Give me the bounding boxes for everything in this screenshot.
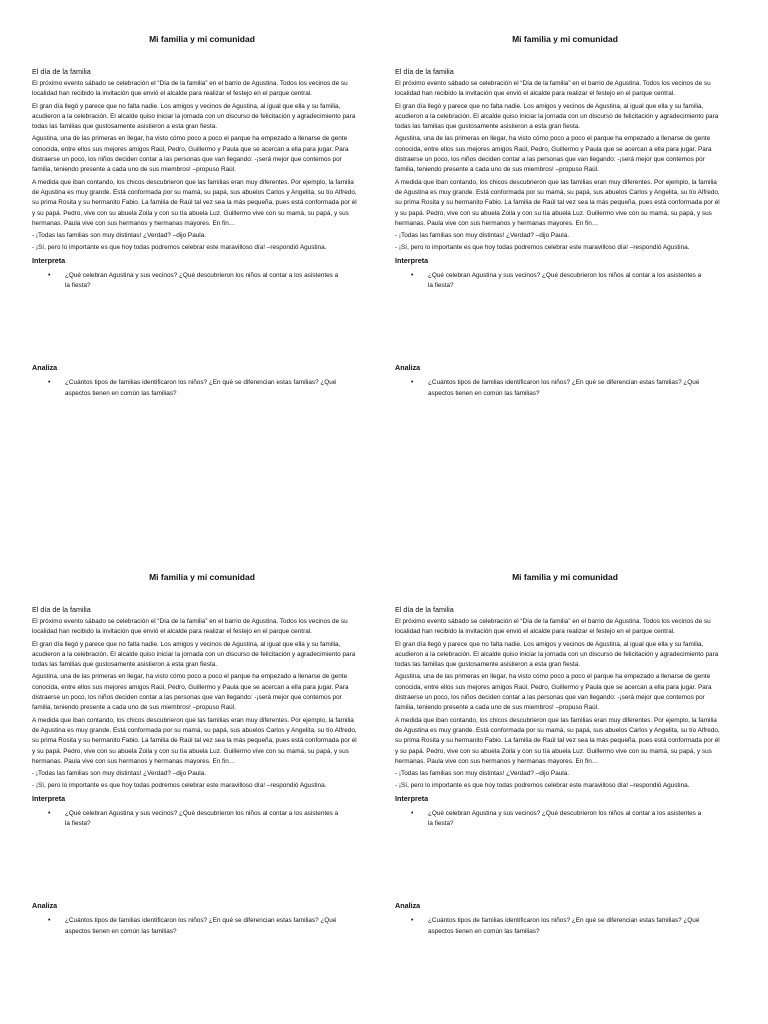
reading-paragraph: El gran día llegó y parece que no falta nadie. Los amigos y vecinos de Agustina, al igual que ella y su familia, acudieron a la celebración. El alcalde quiso iniciar la jornada con un discurso de felicitación y agradecimiento para todas las familias que gustosamente asistieron a esta gran fiesta. bbox=[395, 640, 719, 669]
answer-space bbox=[32, 829, 360, 901]
answer-space bbox=[395, 291, 723, 363]
analiza-heading: Analiza bbox=[32, 901, 58, 911]
analiza-list bbox=[32, 916, 360, 937]
interpreta-list bbox=[395, 271, 723, 292]
reading-subtitle: El día de la familia bbox=[32, 605, 91, 614]
analiza-list bbox=[395, 916, 723, 937]
question-text: ¿Cuántos tipos de familias identificaron los niños? ¿En qué se diferencian estas familias? ¿Qué aspectos tienen en común las familias? bbox=[428, 379, 700, 397]
analiza-list bbox=[395, 378, 723, 399]
dialogue-line: - ¡Sí, pero lo importante es que hoy todas podremos celebrar este maravilloso día! –respondió Agustina. bbox=[32, 782, 327, 790]
reading-paragraph: Agustina, una de las primeras en llegar, ha visto cómo poco a poco el parque ha empezado a llenarse de gente conocida, entre ellos sus mejores amigos Raúl, Pedro, Guillermo y Paula que se acercan a ella para jugar. Para distraerse un poco, los niños deciden contar a las personas que van llegando: -¡será mejor que contemos por familia, teniendo presente a cada uno de sus miembros! –propuso Raúl. bbox=[395, 673, 712, 712]
worksheet-card bbox=[395, 34, 723, 399]
question-text: ¿Cuántos tipos de familias identificaron los niños? ¿En qué se diferencian estas familias? ¿Qué aspectos tienen en común las familias? bbox=[428, 917, 700, 935]
interpreta-list bbox=[395, 809, 723, 830]
analiza-question bbox=[32, 378, 360, 399]
analiza-heading: Analiza bbox=[395, 901, 421, 911]
reading-paragraph: Agustina, una de las primeras en llegar, ha visto cómo poco a poco el parque ha empezado a llenarse de gente conocida, entre ellos sus mejores amigos Raúl, Pedro, Guillermo y Paula que se acercan a ella para jugar. Para distraerse un poco, los niños deciden contar a las personas que van llegando: -¡será mejor que contemos por familia, teniendo presente a cada uno de sus miembros! –propuso Raúl. bbox=[32, 135, 349, 174]
question-text: ¿Qué celebran Agustina y sus vecinos? ¿Qué descubrieron los niños al contar a los asistentes a la fiesta? bbox=[428, 271, 702, 290]
worksheet-card bbox=[32, 34, 360, 399]
interpreta-heading: Interpreta bbox=[32, 793, 66, 803]
bullet-icon: • bbox=[48, 809, 51, 817]
reading-paragraph: A medida que iban contando, los chicos descubrieron que las familias eran muy diferentes. Por ejemplo, la familia de Agustina es muy grande. Está conformada por su mamá, su papá, sus abuelos Carlos y Angelita, su tío Alfredo, su prima Rosita y su hermanito Fabio. La familia de Raúl tal vez sea la más pequeña, pues está conformada por él y su papá. Pedro, vive con su abuela Zoila y con su tía abuela Luz. Guillermo vive con su mamá, su papá, y sus hermanas. Paula vive con sus hermanos y hermanas mayores. En fin… bbox=[395, 178, 720, 227]
bullet-icon: • bbox=[48, 917, 51, 925]
interpreta-heading: Interpreta bbox=[395, 255, 429, 265]
answer-space bbox=[32, 291, 360, 363]
reading-paragraph: A medida que iban contando, los chicos descubrieron que las familias eran muy diferentes. Por ejemplo, la familia de Agustina es muy grande. Está conformada por su mamá, su papá, sus abuelos Carlos y Angelita, su tío Alfredo, su prima Rosita y su hermanito Fabio. La familia de Raúl tal vez sea la más pequeña, pues está conformada por él y su papá. Pedro, vive con su abuela Zoila y con su tía abuela Luz. Guillermo vive con su mamá, su papá, y sus hermanas. Paula vive con sus hermanos y hermanas mayores. En fin… bbox=[395, 716, 720, 765]
reading-paragraph: El próximo evento sábado se celebración el “Día de la familia” en el barrio de Agustina. Todos los vecinos de su localidad han recibido la invitación que envió el alcalde para realizar el festejo en el parque central. bbox=[32, 618, 348, 636]
dialogue-line: - ¡Sí, pero lo importante es que hoy todas podremos celebrar este maravilloso día! –respondió Agustina. bbox=[32, 244, 327, 252]
analiza-question bbox=[395, 916, 723, 937]
reading-subtitle: El día de la familia bbox=[32, 67, 91, 76]
dialogue-line: - ¡Todas las familias son muy distintas! ¿Verdad? –dijo Paula. bbox=[395, 770, 570, 778]
reading-paragraph: El próximo evento sábado se celebración el “Día de la familia” en el barrio de Agustina. Todos los vecinos de su localidad han recibido la invitación que envió el alcalde para realizar el festejo en el parque central. bbox=[32, 80, 348, 98]
bullet-icon: • bbox=[411, 809, 414, 817]
interpreta-question bbox=[395, 271, 723, 292]
analiza-list bbox=[32, 378, 360, 399]
interpreta-question bbox=[395, 809, 723, 830]
bullet-icon: • bbox=[48, 271, 51, 279]
reading-paragraph: El próximo evento sábado se celebración el “Día de la familia” en el barrio de Agustina. Todos los vecinos de su localidad han recibido la invitación que envió el alcalde para realizar el festejo en el parque central. bbox=[395, 80, 711, 98]
answer-space bbox=[395, 829, 723, 901]
dialogue-line: - ¡Todas las familias son muy distintas! ¿Verdad? –dijo Paula. bbox=[32, 770, 207, 778]
question-text: ¿Qué celebran Agustina y sus vecinos? ¿Qué descubrieron los niños al contar a los asistentes a la fiesta? bbox=[65, 809, 339, 828]
reading-paragraph: A medida que iban contando, los chicos descubrieron que las familias eran muy diferentes. Por ejemplo, la familia de Agustina es muy grande. Está conformada por su mamá, su papá, sus abuelos Carlos y Angelita, su tío Alfredo, su prima Rosita y su hermanito Fabio. La familia de Raúl tal vez sea la más pequeña, pues está conformada por él y su papá. Pedro, vive con su abuela Zoila y con su tía abuela Luz. Guillermo vive con su mamá, su papá, y sus hermanas. Paula vive con sus hermanos y hermanas mayores. En fin… bbox=[32, 178, 357, 227]
reading-paragraph: A medida que iban contando, los chicos descubrieron que las familias eran muy diferentes. Por ejemplo, la familia de Agustina es muy grande. Está conformada por su mamá, su papá, sus abuelos Carlos y Angelita, su tío Alfredo, su prima Rosita y su hermanito Fabio. La familia de Raúl tal vez sea la más pequeña, pues está conformada por él y su papá. Pedro, vive con su abuela Zoila y con su tía abuela Luz. Guillermo vive con su mamá, su papá, y sus hermanas. Paula vive con sus hermanos y hermanas mayores. En fin… bbox=[32, 716, 357, 765]
reading-subtitle: El día de la familia bbox=[395, 605, 454, 614]
reading-paragraph: Agustina, una de las primeras en llegar, ha visto cómo poco a poco el parque ha empezado a llenarse de gente conocida, entre ellos sus mejores amigos Raúl, Pedro, Guillermo y Paula que se acercan a ella para jugar. Para distraerse un poco, los niños deciden contar a las personas que van llegando: -¡será mejor que contemos por familia, teniendo presente a cada uno de sus miembros! –propuso Raúl. bbox=[395, 135, 712, 174]
interpreta-list bbox=[32, 271, 360, 292]
interpreta-heading: Interpreta bbox=[32, 255, 66, 265]
bullet-icon: • bbox=[48, 379, 51, 387]
reading-subtitle: El día de la familia bbox=[395, 67, 454, 76]
analiza-question bbox=[32, 916, 360, 937]
bullet-icon: • bbox=[411, 271, 414, 279]
worksheet-title: Mi familia y mi comunidad bbox=[149, 34, 255, 44]
analiza-heading: Analiza bbox=[32, 363, 58, 373]
reading-paragraph: El próximo evento sábado se celebración el “Día de la familia” en el barrio de Agustina. Todos los vecinos de su localidad han recibido la invitación que envió el alcalde para realizar el festejo en el parque central. bbox=[395, 618, 711, 636]
worksheet-title: Mi familia y mi comunidad bbox=[512, 34, 618, 44]
interpreta-question bbox=[32, 809, 360, 830]
reading-paragraph: El gran día llegó y parece que no falta nadie. Los amigos y vecinos de Agustina, al igual que ella y su familia, acudieron a la celebración. El alcalde quiso iniciar la jornada con un discurso de felicitación y agradecimiento para todas las familias que gustosamente asistieron a esta gran fiesta. bbox=[395, 102, 719, 131]
dialogue-line: - ¡Sí, pero lo importante es que hoy todas podremos celebrar este maravilloso día! –respondió Agustina. bbox=[395, 782, 690, 790]
question-text: ¿Qué celebran Agustina y sus vecinos? ¿Qué descubrieron los niños al contar a los asistentes a la fiesta? bbox=[65, 271, 339, 290]
reading-paragraph: El gran día llegó y parece que no falta nadie. Los amigos y vecinos de Agustina, al igual que ella y su familia, acudieron a la celebración. El alcalde quiso iniciar la jornada con un discurso de felicitación y agradecimiento para todas las familias que gustosamente asistieron a esta gran fiesta. bbox=[32, 102, 356, 131]
question-text: ¿Cuántos tipos de familias identificaron los niños? ¿En qué se diferencian estas familias? ¿Qué aspectos tienen en común las familias? bbox=[65, 917, 337, 935]
bullet-icon: • bbox=[411, 379, 414, 387]
reading-paragraph: Agustina, una de las primeras en llegar, ha visto cómo poco a poco el parque ha empezado a llenarse de gente conocida, entre ellos sus mejores amigos Raúl, Pedro, Guillermo y Paula que se acercan a ella para jugar. Para distraerse un poco, los niños deciden contar a las personas que van llegando: -¡será mejor que contemos por familia, teniendo presente a cada uno de sus miembros! –propuso Raúl. bbox=[32, 673, 349, 712]
analiza-question bbox=[395, 378, 723, 399]
interpreta-heading: Interpreta bbox=[395, 793, 429, 803]
interpreta-list bbox=[32, 809, 360, 830]
reading-paragraph: El gran día llegó y parece que no falta nadie. Los amigos y vecinos de Agustina, al igual que ella y su familia, acudieron a la celebración. El alcalde quiso iniciar la jornada con un discurso de felicitación y agradecimiento para todas las familias que gustosamente asistieron a esta gran fiesta. bbox=[32, 640, 356, 669]
question-text: ¿Cuántos tipos de familias identificaron los niños? ¿En qué se diferencian estas familias? ¿Qué aspectos tienen en común las familias? bbox=[65, 379, 337, 397]
question-text: ¿Qué celebran Agustina y sus vecinos? ¿Qué descubrieron los niños al contar a los asistentes a la fiesta? bbox=[428, 809, 702, 828]
worksheet-card bbox=[32, 572, 360, 937]
dialogue-line: - ¡Sí, pero lo importante es que hoy todas podremos celebrar este maravilloso día! –respondió Agustina. bbox=[395, 244, 690, 252]
worksheet-title: Mi familia y mi comunidad bbox=[149, 572, 255, 582]
worksheet-title: Mi familia y mi comunidad bbox=[512, 572, 618, 582]
dialogue-line: - ¡Todas las familias son muy distintas! ¿Verdad? –dijo Paula. bbox=[395, 232, 570, 240]
bullet-icon: • bbox=[411, 917, 414, 925]
interpreta-question bbox=[32, 271, 360, 292]
dialogue-line: - ¡Todas las familias son muy distintas! ¿Verdad? –dijo Paula. bbox=[32, 232, 207, 240]
worksheet-card bbox=[395, 572, 723, 937]
analiza-heading: Analiza bbox=[395, 363, 421, 373]
